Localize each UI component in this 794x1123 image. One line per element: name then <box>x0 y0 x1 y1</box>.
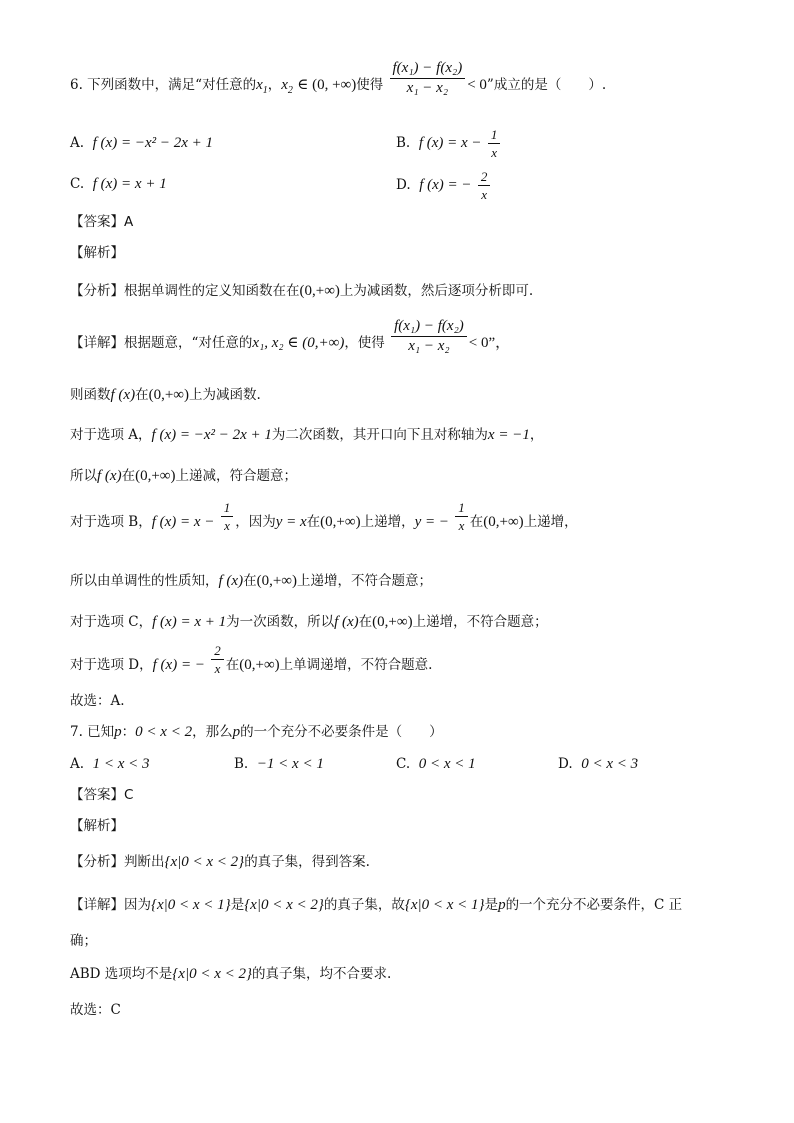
q6-stem <box>70 60 607 96</box>
option-expr: 0 < x < 3 <box>581 756 639 772</box>
q6-option-c[interactable] <box>70 177 167 192</box>
q6-line-option-c <box>70 615 548 630</box>
fx: f (x) <box>334 614 359 630</box>
q7-fenxi <box>70 855 370 870</box>
q7-stem <box>70 725 443 740</box>
frac <box>221 501 234 532</box>
option-label: C. <box>70 176 85 192</box>
text: 的一个充分不必要条件，C 正 <box>505 897 683 913</box>
set: {x|0 < x < 2} <box>244 897 324 913</box>
frac-den: x <box>491 145 497 160</box>
q6-line-option-a <box>70 428 543 443</box>
q6-stem-interval: ∈ (0, +∞) <box>297 77 357 93</box>
fx: f (x) <box>218 573 244 589</box>
answer-tag: 【答案】 <box>70 214 124 230</box>
option-label: A. <box>70 135 85 151</box>
q6-stem-before: 6. 下列函数中，满足“对任意的 <box>70 77 257 93</box>
option-expr: 1 < x < 3 <box>92 756 150 772</box>
q6-stem-middle: 使得 <box>356 77 384 93</box>
option-expr: f (x) = − <box>419 177 472 193</box>
text: 在 <box>306 514 321 530</box>
option-label: A. <box>70 756 85 772</box>
text: 为一次函数，所以 <box>226 614 335 630</box>
expr: f (x) = x − <box>151 514 215 530</box>
text: 的真子集，故 <box>323 897 405 913</box>
text: 对于选项 A， <box>70 427 152 443</box>
text: 在 <box>225 657 240 673</box>
interval: (0,+∞) <box>135 468 176 484</box>
text: 对于选项 D， <box>70 657 153 673</box>
q6-analysis-tag: 【解析】 <box>70 245 124 261</box>
frac-den: x <box>481 187 487 202</box>
q6-line-option-a-2 <box>70 469 297 484</box>
text: ，使得 <box>344 335 385 351</box>
option-label: C. <box>396 756 411 772</box>
text: ，因为 <box>235 514 276 530</box>
q6-stem-x2: $x_2$ <box>281 77 293 96</box>
text: 在 <box>469 514 484 530</box>
q6-stem-after: ”成立的是（ ）. <box>486 77 607 93</box>
frac-den: x <box>224 518 230 533</box>
text: ， <box>529 427 544 443</box>
q7-analysis-tag: 【解析】 <box>70 818 124 834</box>
q6-option-a[interactable] <box>70 136 213 151</box>
interval: (0,+∞) <box>256 573 297 589</box>
frac <box>455 501 468 532</box>
option-label: B. <box>234 756 249 772</box>
text: 上为减函数. <box>188 387 261 403</box>
q6-line-option-b-2 <box>70 574 432 589</box>
q7-detail <box>70 898 682 913</box>
q7-option-b[interactable] <box>234 757 324 772</box>
q6-choose: 故选：A. <box>70 693 125 709</box>
text: ： <box>121 724 136 740</box>
q7-abd <box>70 967 391 982</box>
detail-tag: 【详解】 <box>70 897 124 913</box>
interval: (0,+∞) <box>299 283 340 299</box>
option-label: D. <box>558 756 573 772</box>
text: 所以 <box>70 468 97 484</box>
ineq: 0 < x < 2 <box>135 724 193 740</box>
var-p: p <box>114 724 122 740</box>
answer-tag: 【答案】 <box>70 787 124 803</box>
q6-frac-num: f(x₁) − f(x₂) <box>390 61 466 79</box>
text: 在 <box>121 468 136 484</box>
text: ABD 选项均不是 <box>70 966 173 982</box>
text: 上单调递增，不符合题意. <box>279 657 433 673</box>
text: 判断出 <box>124 854 165 870</box>
q6-option-b[interactable] <box>396 128 502 159</box>
option-expr: −1 < x < 1 <box>256 756 324 772</box>
interval: (0,+∞) <box>372 614 413 630</box>
text: 在 <box>243 573 257 589</box>
frac <box>211 644 224 675</box>
frac-den: x₁ − x₂ <box>408 338 450 354</box>
set: {x|0 < x < 2} <box>172 966 252 982</box>
frac-num: f(x₁) − f(x₂) <box>391 319 467 337</box>
set: {x|0 < x < 1} <box>404 897 485 913</box>
text: 上为减函数，然后逐项分析即可. <box>339 283 534 299</box>
fenxi-tag: 【分析】 <box>70 854 124 870</box>
detail-fraction <box>391 319 467 354</box>
answer-value: A <box>124 214 134 230</box>
q6-frac-den: x₁ − x₂ <box>406 80 449 96</box>
frac-num: 2 <box>211 644 224 660</box>
expr: y = − <box>414 514 449 530</box>
frac-num: 1 <box>221 501 234 517</box>
q6-stem-sep: ， <box>267 77 282 93</box>
text: 对于选项 B， <box>70 514 152 530</box>
text: 上递增，不符合题意； <box>412 614 548 630</box>
frac-num: 1 <box>455 501 468 517</box>
answer-value: C <box>124 787 134 803</box>
var-p: p <box>232 724 241 740</box>
text: 的真子集，均不合要求. <box>251 966 392 982</box>
frac-num: 2 <box>478 170 491 186</box>
text: 在 <box>135 387 149 403</box>
option-expr: f (x) = −x² − 2x + 1 <box>92 135 214 151</box>
q7-option-d[interactable] <box>558 757 638 772</box>
text: < 0”， <box>468 335 511 351</box>
set: {x|0 < x < 2} <box>164 854 245 870</box>
option-expr: 0 < x < 1 <box>418 756 476 772</box>
text: 根据题意，“对任意的 <box>124 335 253 351</box>
fx: f (x) <box>110 387 136 403</box>
text: 所以由单调性的性质知， <box>70 573 219 589</box>
fx: f (x) <box>97 468 122 484</box>
fenxi-tag: 【分析】 <box>70 283 124 299</box>
q7-answer <box>70 789 133 803</box>
text: 上递增，不符合题意； <box>296 573 432 589</box>
interval: (0,+∞) <box>320 514 361 530</box>
expr: f (x) = x + 1 <box>152 614 227 630</box>
text: 上递增， <box>360 514 415 530</box>
option-expr: f (x) = x + 1 <box>92 176 167 192</box>
text: 是 <box>484 897 499 913</box>
frac-den: x <box>458 518 465 533</box>
text: 在 <box>358 614 373 630</box>
q6-answer <box>70 216 133 230</box>
option-label: B. <box>396 135 411 151</box>
q6-option-d[interactable] <box>396 170 492 201</box>
q6-line-decrease <box>70 388 261 403</box>
option-fraction <box>478 170 491 201</box>
expr: y = x <box>275 514 307 530</box>
var-p: p <box>498 897 506 913</box>
text: 上递增， <box>523 514 578 530</box>
text: 上递减，符合题意； <box>175 468 297 484</box>
q6-stem-x1: $x_1$ <box>256 77 268 96</box>
text: 根据单调性的定义知函数在在 <box>124 283 300 299</box>
text: 因为 <box>124 897 151 913</box>
q7-detail-cont: 确； <box>70 933 97 949</box>
interval: (0,+∞) <box>148 387 189 403</box>
option-expr: f (x) = x − <box>418 135 482 151</box>
text: ，那么 <box>192 724 233 740</box>
vars: x₁, x₂ ∈ (0,+∞) <box>252 335 345 351</box>
q6-line-option-d <box>70 643 433 676</box>
q7-choose: 故选：C <box>70 1002 121 1018</box>
option-fraction <box>488 128 501 159</box>
q6-stem-fraction <box>390 61 466 96</box>
expr: f (x) = −x² − 2x + 1 <box>151 427 272 443</box>
q7-option-c[interactable] <box>396 757 476 772</box>
text: 7. 已知 <box>70 724 115 740</box>
q6-detail <box>70 318 511 354</box>
set: {x|0 < x < 1} <box>151 897 231 913</box>
q6-fenxi <box>70 284 533 299</box>
interval: (0,+∞) <box>239 657 280 673</box>
text: 是 <box>230 897 245 913</box>
q6-stem-lt: < 0 <box>467 77 487 93</box>
frac-num: 1 <box>488 128 501 144</box>
option-label: D. <box>396 177 411 193</box>
q6-line-option-b <box>70 500 578 533</box>
detail-tag: 【详解】 <box>70 335 124 351</box>
frac-den: x <box>214 661 221 676</box>
text: 为二次函数，其开口向下且对称轴为 <box>271 427 488 443</box>
text: 对于选项 C， <box>70 614 153 630</box>
text: 的一个充分不必要条件是（ ） <box>240 724 443 740</box>
text: 则函数 <box>70 387 111 403</box>
q7-option-a[interactable] <box>70 757 150 772</box>
text: 的真子集，得到答案. <box>244 854 370 870</box>
interval: (0,+∞) <box>483 514 524 530</box>
axis: x = −1 <box>487 427 530 443</box>
expr: f (x) = − <box>152 657 205 673</box>
